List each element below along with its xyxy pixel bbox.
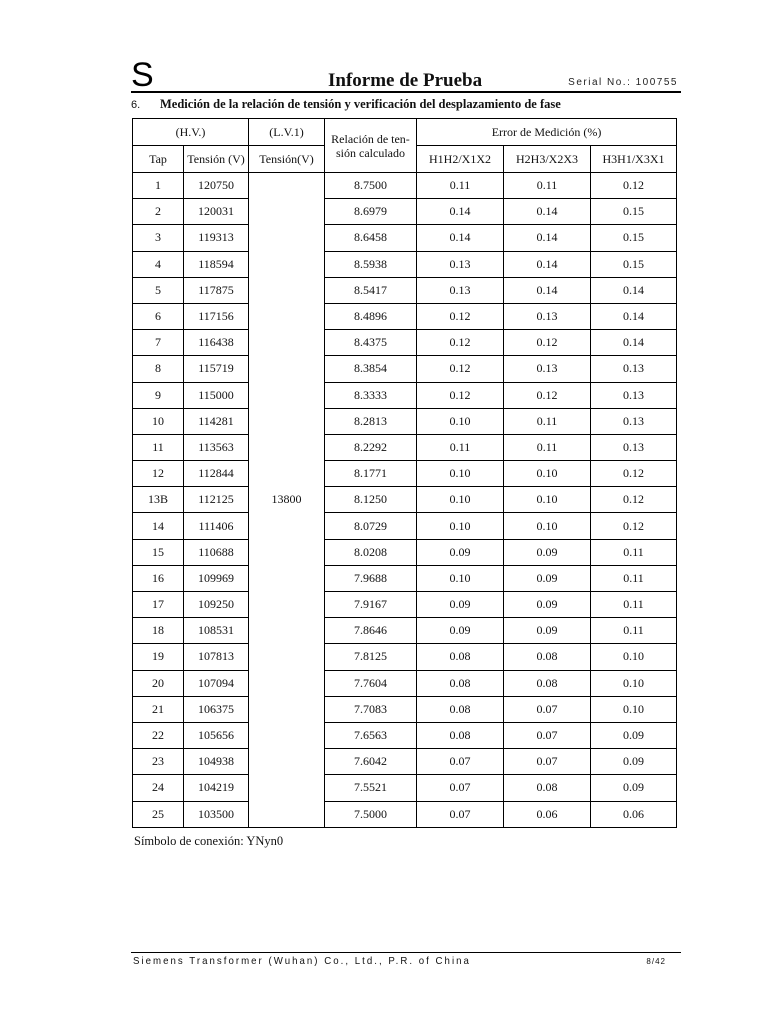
tap-cell: 5 — [133, 277, 184, 303]
error-h3h1-cell: 0.15 — [591, 225, 677, 251]
error-h1h2-cell: 0.09 — [417, 618, 504, 644]
error-h1h2-cell: 0.13 — [417, 251, 504, 277]
error-h3h1-cell: 0.11 — [591, 618, 677, 644]
section-heading — [131, 96, 561, 113]
table-row — [133, 749, 677, 775]
error-h3h1-cell: 0.15 — [591, 199, 677, 225]
error-h1h2-cell: 0.13 — [417, 277, 504, 303]
tap-cell: 3 — [133, 225, 184, 251]
table-row — [133, 277, 677, 303]
ratio-cell: 8.0729 — [325, 513, 417, 539]
tap-cell: 25 — [133, 801, 184, 827]
table-row — [133, 303, 677, 329]
ratio-cell: 7.6563 — [325, 722, 417, 748]
error-h2h3-cell: 0.10 — [504, 487, 591, 513]
ratio-cell: 8.4896 — [325, 303, 417, 329]
hv-voltage-cell: 109250 — [184, 592, 249, 618]
error-h2h3-cell: 0.12 — [504, 330, 591, 356]
error-h2h3-cell: 0.06 — [504, 801, 591, 827]
ratio-cell: 8.3854 — [325, 356, 417, 382]
serial-number: Serial No.: 100755 — [568, 77, 678, 88]
error-h2h3-cell: 0.09 — [504, 539, 591, 565]
error-h1h2-cell: 0.12 — [417, 356, 504, 382]
table-row — [133, 722, 677, 748]
subheader-error-h1h2: H1H2/X1X2 — [417, 146, 504, 173]
connection-symbol-note: Símbolo de conexión: YNyn0 — [134, 834, 284, 848]
table-row — [133, 592, 677, 618]
ratio-cell: 7.7604 — [325, 670, 417, 696]
tap-cell: 24 — [133, 775, 184, 801]
hv-voltage-cell: 107813 — [184, 644, 249, 670]
subheader-tap: Tap — [133, 146, 184, 173]
ratio-cell: 8.0208 — [325, 539, 417, 565]
tap-cell: 22 — [133, 722, 184, 748]
error-h2h3-cell: 0.12 — [504, 382, 591, 408]
ratio-cell: 7.9688 — [325, 565, 417, 591]
table-row — [133, 775, 677, 801]
hv-voltage-cell: 105656 — [184, 722, 249, 748]
table-row — [133, 434, 677, 460]
error-h2h3-cell: 0.09 — [504, 592, 591, 618]
error-h2h3-cell: 0.14 — [504, 251, 591, 277]
hv-voltage-cell: 116438 — [184, 330, 249, 356]
error-h2h3-cell: 0.11 — [504, 173, 591, 199]
table-row — [133, 696, 677, 722]
error-h2h3-cell: 0.07 — [504, 722, 591, 748]
tap-cell: 19 — [133, 644, 184, 670]
error-h2h3-cell: 0.14 — [504, 199, 591, 225]
hv-voltage-cell: 120031 — [184, 199, 249, 225]
lv-voltage-cell: 13800 — [249, 173, 325, 828]
table-row — [133, 356, 677, 382]
header-divider — [131, 91, 681, 93]
hv-voltage-cell: 117875 — [184, 277, 249, 303]
tap-cell: 13B — [133, 487, 184, 513]
ratio-cell: 8.1771 — [325, 461, 417, 487]
error-h1h2-cell: 0.09 — [417, 539, 504, 565]
hv-voltage-cell: 115000 — [184, 382, 249, 408]
hv-voltage-cell: 103500 — [184, 801, 249, 827]
error-h1h2-cell: 0.08 — [417, 696, 504, 722]
ratio-cell: 8.2292 — [325, 434, 417, 460]
error-h2h3-cell: 0.08 — [504, 644, 591, 670]
header-error: Error de Medición (%) — [417, 119, 677, 146]
subheader-error-h3h1: H3H1/X3X1 — [591, 146, 677, 173]
error-h3h1-cell: 0.13 — [591, 408, 677, 434]
tap-cell: 18 — [133, 618, 184, 644]
tap-cell: 17 — [133, 592, 184, 618]
company-logo: S — [131, 56, 154, 94]
hv-voltage-cell: 109969 — [184, 565, 249, 591]
hv-voltage-cell: 106375 — [184, 696, 249, 722]
ratio-cell: 8.1250 — [325, 487, 417, 513]
error-h1h2-cell: 0.11 — [417, 434, 504, 460]
table-row — [133, 330, 677, 356]
hv-voltage-cell: 112125 — [184, 487, 249, 513]
ratio-cell: 8.7500 — [325, 173, 417, 199]
error-h3h1-cell: 0.13 — [591, 434, 677, 460]
hv-voltage-cell: 119313 — [184, 225, 249, 251]
table-body — [133, 173, 677, 828]
table-row — [133, 618, 677, 644]
tap-cell: 16 — [133, 565, 184, 591]
header-lv: (L.V.1) — [249, 119, 325, 146]
table-row — [133, 173, 677, 199]
table-row — [133, 539, 677, 565]
footer-company: Siemens Transformer (Wuhan) Co., Ltd., P.R. of China — [133, 955, 471, 967]
error-h1h2-cell: 0.09 — [417, 592, 504, 618]
ratio-cell: 7.8125 — [325, 644, 417, 670]
error-h2h3-cell: 0.14 — [504, 225, 591, 251]
ratio-cell: 8.6458 — [325, 225, 417, 251]
header-hv: (H.V.) — [133, 119, 249, 146]
error-h3h1-cell: 0.12 — [591, 487, 677, 513]
table-row — [133, 225, 677, 251]
tap-cell: 21 — [133, 696, 184, 722]
tap-cell: 6 — [133, 303, 184, 329]
hv-voltage-cell: 107094 — [184, 670, 249, 696]
error-h2h3-cell: 0.09 — [504, 618, 591, 644]
error-h3h1-cell: 0.11 — [591, 539, 677, 565]
ratio-cell: 8.6979 — [325, 199, 417, 225]
subheader-hv-voltage: Tensión (V) — [184, 146, 249, 173]
error-h3h1-cell: 0.10 — [591, 644, 677, 670]
header-ratio: Relación de ten-sión calculado — [325, 119, 417, 173]
error-h2h3-cell: 0.13 — [504, 303, 591, 329]
error-h3h1-cell: 0.12 — [591, 513, 677, 539]
error-h1h2-cell: 0.10 — [417, 487, 504, 513]
table-row — [133, 644, 677, 670]
subheader-error-h2h3: H2H3/X2X3 — [504, 146, 591, 173]
error-h3h1-cell: 0.09 — [591, 749, 677, 775]
error-h2h3-cell: 0.07 — [504, 749, 591, 775]
error-h3h1-cell: 0.14 — [591, 330, 677, 356]
table-row — [133, 461, 677, 487]
error-h3h1-cell: 0.15 — [591, 251, 677, 277]
page-title: Informe de Prueba — [328, 70, 483, 91]
tap-cell: 9 — [133, 382, 184, 408]
error-h2h3-cell: 0.08 — [504, 775, 591, 801]
tap-cell: 4 — [133, 251, 184, 277]
hv-voltage-cell: 114281 — [184, 408, 249, 434]
error-h2h3-cell: 0.09 — [504, 565, 591, 591]
hv-voltage-cell: 104938 — [184, 749, 249, 775]
hv-voltage-cell: 112844 — [184, 461, 249, 487]
error-h2h3-cell: 0.07 — [504, 696, 591, 722]
hv-voltage-cell: 117156 — [184, 303, 249, 329]
error-h1h2-cell: 0.14 — [417, 199, 504, 225]
error-h2h3-cell: 0.08 — [504, 670, 591, 696]
table-row — [133, 670, 677, 696]
table-row — [133, 199, 677, 225]
error-h1h2-cell: 0.07 — [417, 749, 504, 775]
error-h1h2-cell: 0.07 — [417, 801, 504, 827]
error-h1h2-cell: 0.10 — [417, 565, 504, 591]
hv-voltage-cell: 115719 — [184, 356, 249, 382]
error-h2h3-cell: 0.10 — [504, 513, 591, 539]
subheader-lv-voltage: Tensión(V) — [249, 146, 325, 173]
error-h1h2-cell: 0.10 — [417, 461, 504, 487]
error-h3h1-cell: 0.06 — [591, 801, 677, 827]
error-h1h2-cell: 0.10 — [417, 513, 504, 539]
tap-cell: 10 — [133, 408, 184, 434]
error-h1h2-cell: 0.08 — [417, 722, 504, 748]
error-h1h2-cell: 0.12 — [417, 330, 504, 356]
error-h2h3-cell: 0.14 — [504, 277, 591, 303]
page-number: 8/42 — [646, 957, 666, 966]
error-h3h1-cell: 0.12 — [591, 173, 677, 199]
footer-divider — [131, 952, 681, 953]
ratio-cell: 7.5521 — [325, 775, 417, 801]
ratio-cell: 8.5417 — [325, 277, 417, 303]
error-h1h2-cell: 0.08 — [417, 644, 504, 670]
error-h1h2-cell: 0.12 — [417, 303, 504, 329]
error-h3h1-cell: 0.14 — [591, 303, 677, 329]
error-h1h2-cell: 0.07 — [417, 775, 504, 801]
hv-voltage-cell: 108531 — [184, 618, 249, 644]
table-row — [133, 565, 677, 591]
table-row — [133, 513, 677, 539]
table-row — [133, 487, 677, 513]
tap-cell: 8 — [133, 356, 184, 382]
error-h2h3-cell: 0.13 — [504, 356, 591, 382]
hv-voltage-cell: 113563 — [184, 434, 249, 460]
error-h1h2-cell: 0.14 — [417, 225, 504, 251]
ratio-cell: 7.6042 — [325, 749, 417, 775]
ratio-test-table — [132, 118, 677, 828]
tap-cell: 23 — [133, 749, 184, 775]
ratio-cell: 8.5938 — [325, 251, 417, 277]
section-title: Medición de la relación de tensión y verificación del desplazamiento de fase — [160, 97, 561, 111]
table-row — [133, 382, 677, 408]
table-row — [133, 801, 677, 827]
error-h3h1-cell: 0.14 — [591, 277, 677, 303]
hv-voltage-cell: 120750 — [184, 173, 249, 199]
section-number: 6. — [131, 99, 141, 111]
tap-cell: 7 — [133, 330, 184, 356]
error-h1h2-cell: 0.08 — [417, 670, 504, 696]
error-h1h2-cell: 0.10 — [417, 408, 504, 434]
ratio-cell: 8.3333 — [325, 382, 417, 408]
error-h3h1-cell: 0.09 — [591, 775, 677, 801]
hv-voltage-cell: 104219 — [184, 775, 249, 801]
ratio-cell: 7.5000 — [325, 801, 417, 827]
error-h2h3-cell: 0.10 — [504, 461, 591, 487]
error-h3h1-cell: 0.10 — [591, 696, 677, 722]
error-h3h1-cell: 0.10 — [591, 670, 677, 696]
tap-cell: 11 — [133, 434, 184, 460]
error-h1h2-cell: 0.12 — [417, 382, 504, 408]
error-h2h3-cell: 0.11 — [504, 408, 591, 434]
table-row — [133, 408, 677, 434]
tap-cell: 14 — [133, 513, 184, 539]
tap-cell: 1 — [133, 173, 184, 199]
hv-voltage-cell: 118594 — [184, 251, 249, 277]
hv-voltage-cell: 111406 — [184, 513, 249, 539]
tap-cell: 12 — [133, 461, 184, 487]
ratio-cell: 8.2813 — [325, 408, 417, 434]
table-row — [133, 251, 677, 277]
ratio-cell: 7.9167 — [325, 592, 417, 618]
ratio-cell: 8.4375 — [325, 330, 417, 356]
error-h3h1-cell: 0.13 — [591, 382, 677, 408]
tap-cell: 20 — [133, 670, 184, 696]
tap-cell: 2 — [133, 199, 184, 225]
tap-cell: 15 — [133, 539, 184, 565]
error-h3h1-cell: 0.11 — [591, 592, 677, 618]
error-h3h1-cell: 0.11 — [591, 565, 677, 591]
error-h2h3-cell: 0.11 — [504, 434, 591, 460]
hv-voltage-cell: 110688 — [184, 539, 249, 565]
error-h3h1-cell: 0.13 — [591, 356, 677, 382]
ratio-cell: 7.8646 — [325, 618, 417, 644]
error-h1h2-cell: 0.11 — [417, 173, 504, 199]
ratio-cell: 7.7083 — [325, 696, 417, 722]
error-h3h1-cell: 0.09 — [591, 722, 677, 748]
error-h3h1-cell: 0.12 — [591, 461, 677, 487]
